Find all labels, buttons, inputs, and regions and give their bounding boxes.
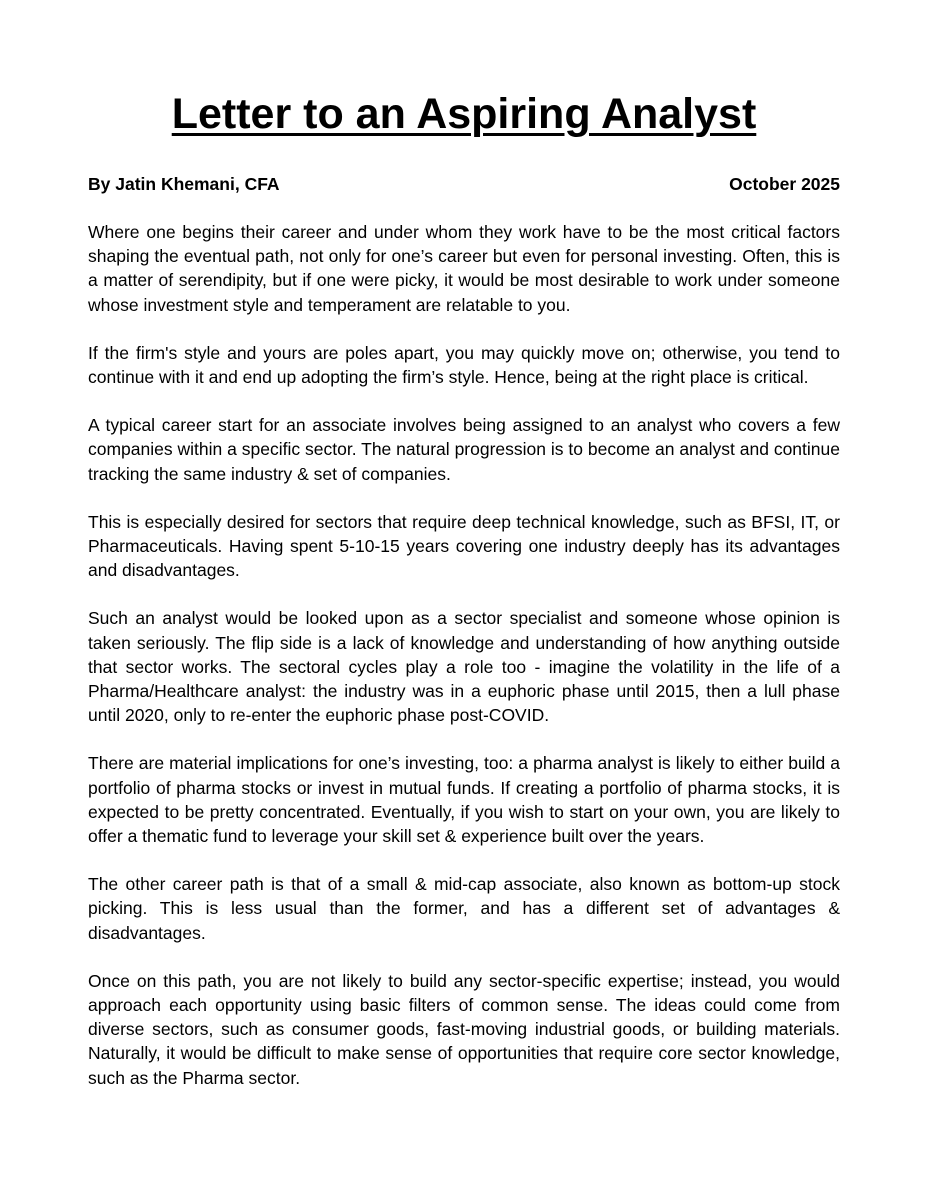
document-title: Letter to an Aspiring Analyst	[171, 90, 757, 138]
paragraph: If the firm's style and yours are poles apart, you may quickly move on; otherwise, you tend to continue with it and end up adopting the firm’s style. Hence, being at the right place is critical.	[88, 342, 840, 388]
paragraph: This is especially desired for sectors that require deep technical knowledge, such as BFSI, IT, or Pharmaceuticals. Having spent 5-10-15 years covering one industry deeply has its advantages and disadvantages.	[88, 511, 840, 581]
paragraph: Such an analyst would be looked upon as a sector specialist and someone whose opinion is taken seriously. The flip side is a lack of knowledge and understanding of how anything outside that sector works. The sectoral cycles play a role too - imagine the volatility in the life of a Pharma/Healthcare analyst: the industry was in a euphoric phase until 2015, then a lull phase until 2020, only to re-enter the euphoric phase post-COVID.	[88, 608, 840, 726]
paragraph: A typical career start for an associate involves being assigned to an analyst who covers a few companies within a specific sector. The natural progression is to become an analyst and continue tracking the same industry & set of companies.	[88, 415, 840, 484]
paragraph: There are material implications for one’s investing, too: a pharma analyst is likely to either build a portfolio of pharma stocks or invest in mutual funds. If creating a portfolio of pharma stocks, it is expected to be pretty concentrated. Eventually, if you wish to start on your own, you are likely to offer a thematic fund to leverage your skill set & experience built over the years.	[88, 753, 840, 847]
byline-row	[88, 172, 840, 196]
author-name: By Jatin Khemani, CFA	[88, 174, 280, 194]
publication-date: October 2025	[729, 174, 840, 194]
paragraph: The other career path is that of a small & mid-cap associate, also known as bottom-up stock picking. This is less usual than the former, and has a different set of advantages & disadvantages.	[88, 874, 840, 943]
paragraph: Once on this path, you are not likely to build any sector-specific expertise; instead, you would approach each opportunity using basic filters of common sense. The ideas could come from diverse sectors, such as consumer goods, fast-moving industrial goods, or building materials. Naturally, it would be difficult to make sense of opportunities that require core sector knowledge, such as the Pharma sector.	[88, 970, 840, 1088]
document-page	[88, 84, 840, 1090]
paragraph: Where one begins their career and under whom they work have to be the most critical factors shaping the eventual path, not only for one’s career but even for personal investing. Often, this is a matter of serendipity, but if one were picky, it would be most desirable to work under someone whose investment style and temperament are relatable to you.	[88, 222, 840, 315]
